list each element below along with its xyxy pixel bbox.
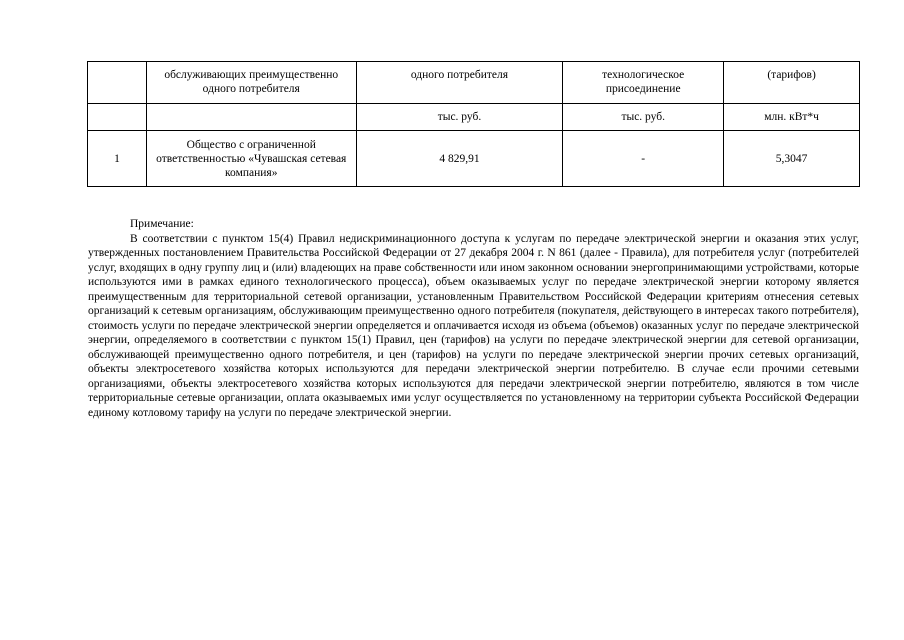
header-cell-organization: обслуживающих преимущественно одного потребителя	[146, 62, 356, 104]
data-cell-number: 1	[88, 131, 147, 187]
units-cell-organization	[146, 104, 356, 131]
header-cell-tariffs: (тарифов)	[724, 62, 860, 104]
table-header-row	[88, 62, 860, 104]
data-cell-connection: -	[563, 131, 724, 187]
note-block	[88, 217, 859, 420]
header-cell-number	[88, 62, 147, 104]
data-cell-organization: Общество с ограниченной ответственностью «Чувашская сетевая компания»	[146, 131, 356, 187]
units-cell-tariffs: млн. кВт*ч	[724, 104, 860, 131]
data-cell-tariffs: 5,3047	[724, 131, 860, 187]
units-cell-connection: тыс. руб.	[563, 104, 724, 131]
note-heading: Примечание:	[130, 218, 194, 230]
table-row	[88, 131, 860, 187]
header-cell-connection: технологическое присоединение	[563, 62, 724, 104]
units-cell-cost: тыс. руб.	[356, 104, 563, 131]
header-cell-cost: одного потребителя	[356, 62, 563, 104]
note-text: В соответствии с пунктом 15(4) Правил недискриминационного доступа к услугам по передаче электрической энергии и оказания этих услуг, утвержденных постановлением Правительства Российской Федерации от 27 декабря 2004 г. N 861 (далее - Правила), для потребителя услуг (потребителей услуг, входящих в одну группу лиц и (или) владеющих на праве собственности или ином законном основании энергопринимающими устройствами, которые используются ими в рамках единого технологического процесса), объем оказываемых услуг по передаче электрической энергии которому является преимущественным для территориальной сетевой организации, установленным Правительством Российской Федерации критериям отнесения сетевых организаций к сетевым организациям, обслуживающим преимущественно одного потребителя (покупателя, действующего в интересах такого потребителя), стоимость услуги по передаче электрической энергии определяется и оплачивается исходя из объема (объемов) оказанных услуг по передаче электрической энергии, определяемого в соответствии с пунктом 15(1) Правил, цен (тарифов) на услуги по передаче электрической энергии для сетевой организации, обслуживающей преимущественно одного потребителя, и цен (тарифов) на услуги по передаче электрической энергии прочих сетевых организаций, объекты электросетевого хозяйства которых используются для передачи электрической энергии потребителю. В случае если прочими сетевыми организациями, объекты электросетевого хозяйства которых используются для передачи электрической энергии потребителю, являются в том числе территориальные сетевые организации, оплата оказываемых ими услуг осуществляется по установленному на территории субъекта Российской Федерации единому котловому тарифу на услуги по передаче электрической энергии.	[88, 232, 859, 419]
tariff-table	[87, 61, 860, 187]
table-units-row	[88, 104, 860, 131]
units-cell-number	[88, 104, 147, 131]
data-cell-cost: 4 829,91	[356, 131, 563, 187]
